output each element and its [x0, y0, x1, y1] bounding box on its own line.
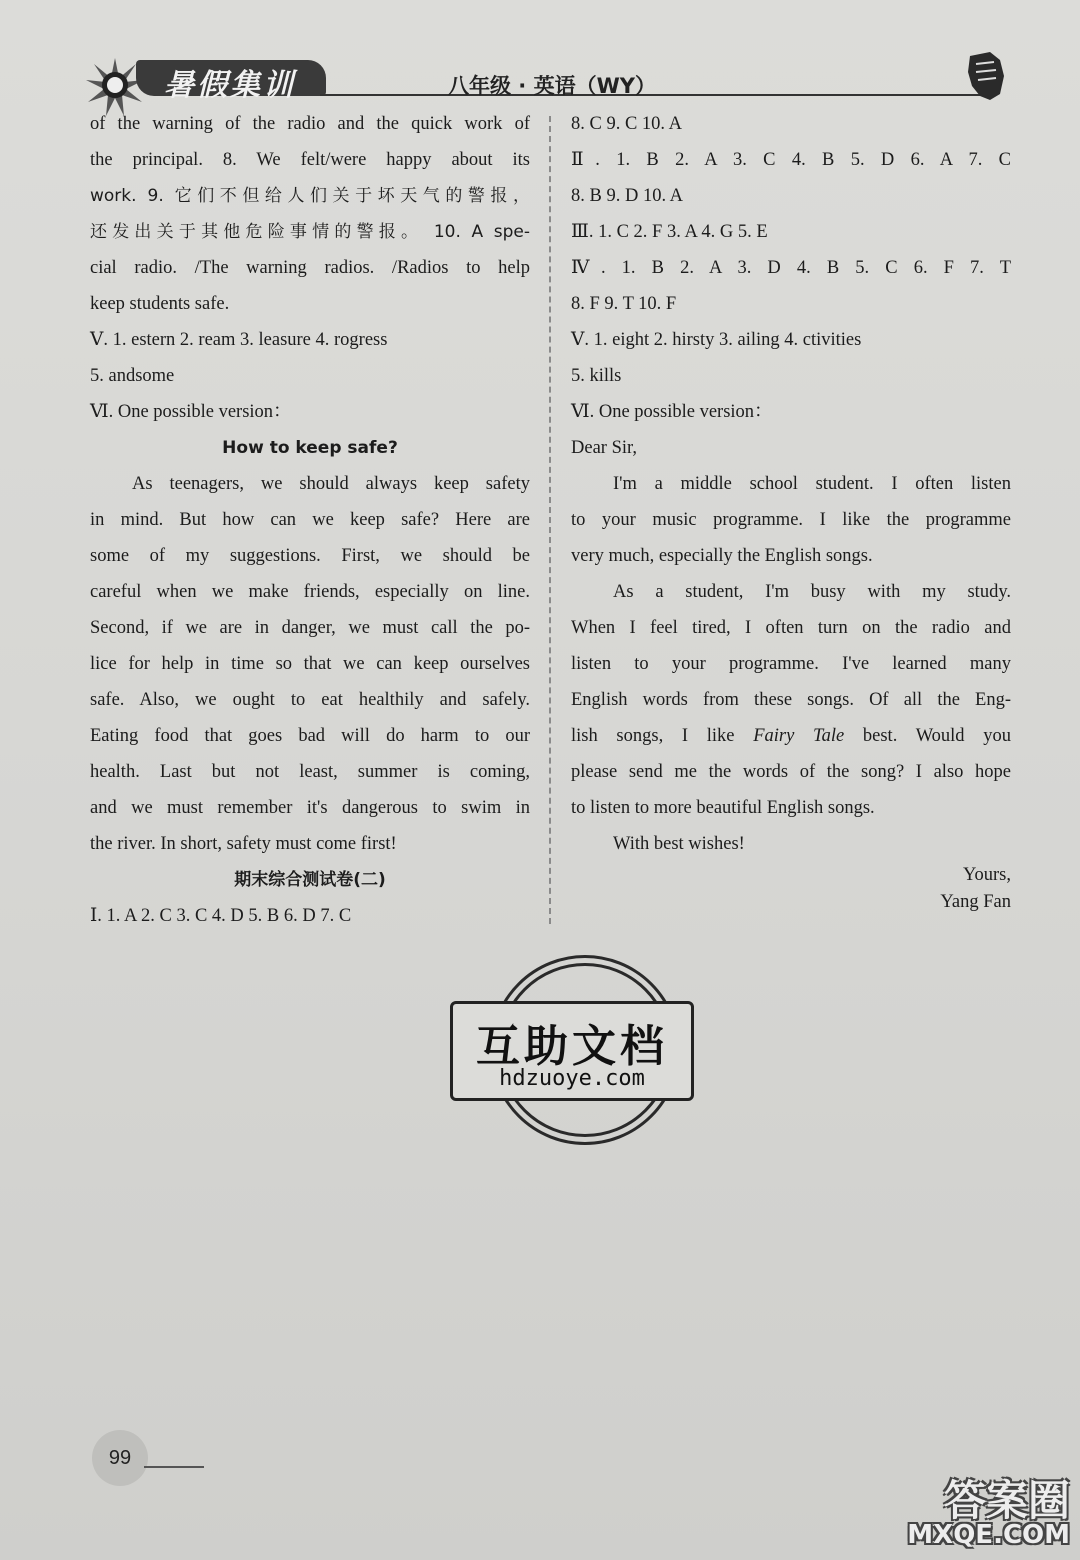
text-line: and we must remember it's dangerous to swim in: [90, 798, 530, 818]
text-line: I'm a middle school student. I often listen: [613, 474, 1011, 494]
text-line: of the warning of the radio and the quick work of: [90, 114, 530, 134]
song-title: Fairy Tale: [753, 726, 845, 746]
page-title: 八年级 · 英语（WY）: [448, 74, 656, 98]
text-line: keep students safe.: [90, 294, 230, 314]
text-line: English words from these songs. Of all the Eng-: [571, 690, 1011, 710]
text-line: work. 9. 它们不但给人们关于坏天气的警报，: [90, 186, 530, 206]
text-line: Dear Sir,: [571, 438, 638, 458]
column-divider: [549, 116, 551, 924]
right-column: [571, 106, 1011, 862]
text-line: Ⅵ. One possible version：: [571, 402, 773, 422]
text-line: in mind. But how can we keep safe? Here are: [90, 510, 530, 530]
page-number: 99: [92, 1430, 148, 1486]
text-line: 8. F 9. T 10. F: [571, 294, 677, 314]
text-line: Ⅵ. One possible version：: [90, 402, 292, 422]
text-line: careful when we make friends, especially on line.: [90, 582, 530, 602]
text-line: 还发出关于其他危险事情的警报。 10. A spe-: [90, 222, 530, 242]
fist-icon: [960, 50, 1010, 102]
text-line: please send me the words of the song? I also hope: [571, 762, 1011, 782]
text-line: safe. Also, we ought to eat healthily and safely.: [90, 690, 530, 710]
text-line: lish songs, I like Fairy Tale best. Would you: [571, 726, 1012, 746]
page-number-rule: [144, 1466, 204, 1468]
watermark-text: 答案圈: [943, 1476, 1070, 1525]
text-line: Second, if we are in danger, we must call the po-: [90, 618, 530, 638]
text-line: to your music programme. I like the programme: [571, 510, 1011, 530]
text-line: As teenagers, we should always keep safety: [132, 474, 530, 494]
text-line: With best wishes!: [613, 834, 745, 854]
text-line: As a student, I'm busy with my study.: [613, 582, 1011, 602]
text-line: some of my suggestions. First, we should be: [90, 546, 530, 566]
text-line: the principal. 8. We felt/were happy about its: [90, 150, 530, 170]
text-line: very much, especially the English songs.: [571, 546, 873, 566]
corner-watermark: [894, 1468, 1074, 1558]
text-line: 5. kills: [571, 366, 622, 386]
text-line: lice for help in time so that we can keep ourselves: [90, 654, 530, 674]
text-line: to listen to more beautiful English songs.: [571, 798, 875, 818]
text-line: 5. andsome: [90, 366, 175, 386]
stamp-chinese-text: 互助文档: [476, 1021, 668, 1072]
text-line: Ⅴ. 1. eight 2. hirsty 3. ailing 4. ctivities: [571, 330, 862, 350]
section-heading: 期末综合测试卷(二): [234, 870, 386, 890]
stamp-url-text: hdzuoye.com: [499, 1066, 645, 1091]
text-line: listen to your programme. I've learned many: [571, 654, 1011, 674]
watermark-url: MXQE.COM: [907, 1520, 1070, 1550]
text-line: health. Last but not least, summer is coming,: [90, 762, 530, 782]
letter-signature: [571, 862, 1011, 916]
text-line: the river. In short, safety must come first!: [90, 834, 397, 854]
text-line: Eating food that goes bad will do harm to our: [90, 726, 530, 746]
closing-line: Yours,: [963, 865, 1011, 885]
stamp-label: [450, 1001, 694, 1101]
text-line: Ⅱ. 1. B 2. A 3. C 4. B 5. D 6. A 7. C: [571, 150, 1011, 170]
text-line: Ⅲ. 1. C 2. F 3. A 4. G 5. E: [571, 222, 768, 242]
text-line: Ⅴ. 1. estern 2. ream 3. leasure 4. rogress: [90, 330, 388, 350]
ring-icon: [102, 72, 128, 98]
text-line: When I feel tired, I often turn on the radio and: [571, 618, 1011, 638]
text-line: Ⅰ. 1. A 2. C 3. C 4. D 5. B 6. D 7. C: [90, 906, 352, 926]
text-line: Ⅳ. 1. B 2. A 3. D 4. B 5. C 6. F 7. T: [571, 258, 1011, 278]
text-line: 8. C 9. C 10. A: [571, 114, 683, 134]
text-line: 8. B 9. D 10. A: [571, 186, 684, 206]
signer-name: Yang Fan: [940, 892, 1011, 912]
text-line: cial radio. /The warning radios. /Radios to help: [90, 258, 530, 278]
watermark-stamp: [442, 955, 700, 1145]
book-series-logo: 暑假集训: [164, 68, 296, 103]
left-column: [90, 106, 530, 934]
page-header: [80, 50, 1010, 112]
section-heading: How to keep safe?: [222, 438, 398, 458]
